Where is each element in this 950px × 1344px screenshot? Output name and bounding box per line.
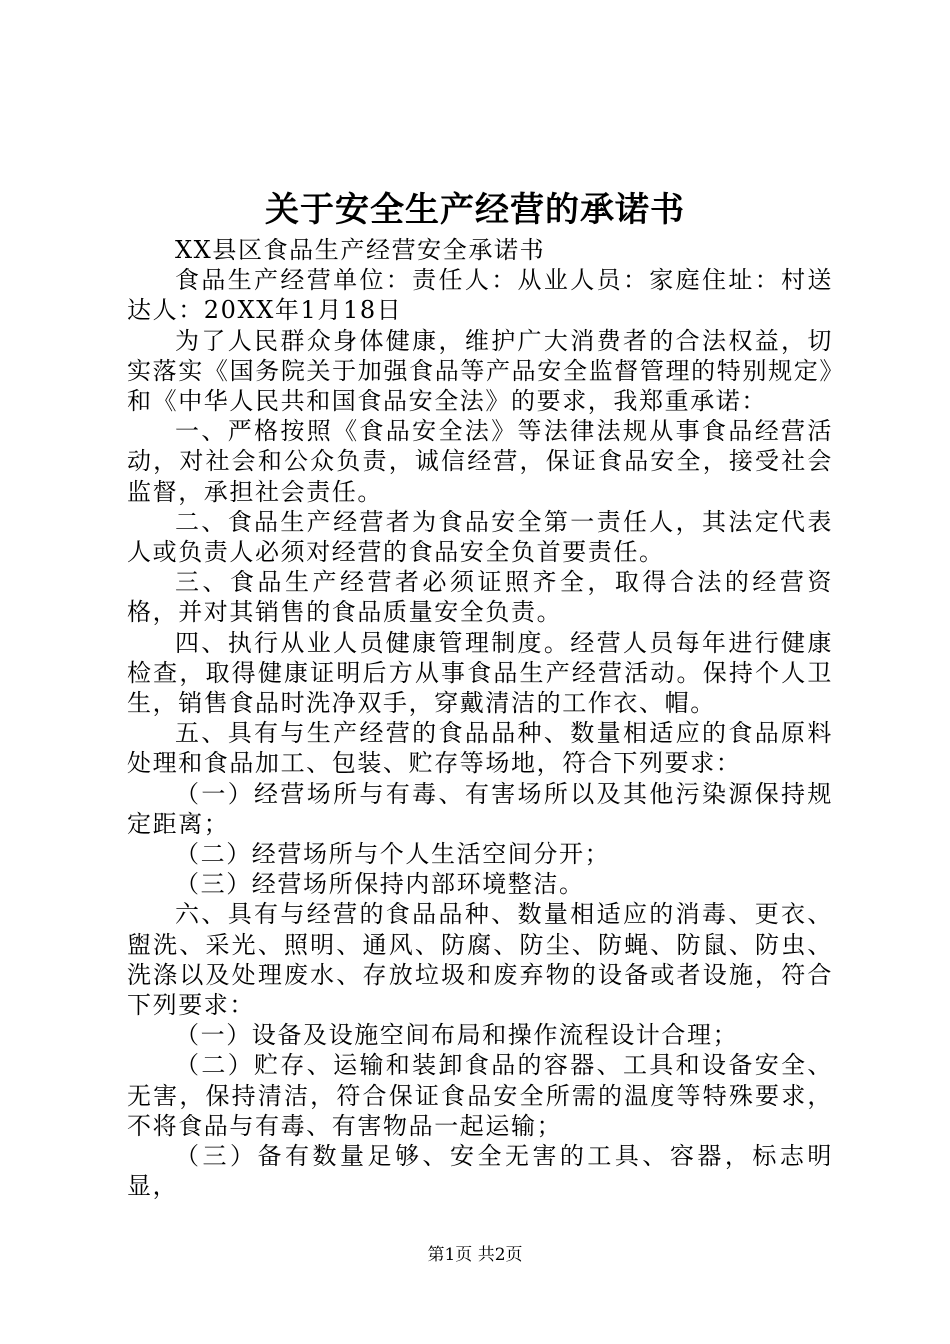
document-title: 关于安全生产经营的承诺书 [265, 190, 685, 230]
paragraph-item-2: 二、食品生产经营者为食品安全第一责任人，其法定代表人或负责人必须对经营的食品安全负首要责任。 [127, 507, 833, 567]
paragraph-item-6: 六、具有与经营的食品品种、数量相适应的消毒、更衣、盥洗、采光、照明、通风、防腐、防尘、防蝇、防鼠、防虫、洗涤以及处理废水、存放垃圾和废弃物的设备或者设施，符合下列要求： [127, 900, 833, 1020]
paragraph-item-5-sub-1: （一）经营场所与有毒、有害场所以及其他污染源保持规定距离； [127, 779, 833, 838]
paragraph-item-3: 三、食品生产经营者必须证照齐全，取得合法的经营资格，并对其销售的食品质量安全负责。 [127, 568, 833, 627]
paragraph-item-6-sub-3: （三）备有数量足够、安全无害的工具、容器，标志明显， [127, 1142, 833, 1201]
paragraph-intro: 为了人民群众身体健康，维护广大消费者的合法权益，切实落实《国务院关于加强食品等产品安全监督管理的特别规定》和《中华人民共和国食品安全法》的要求，我郑重承诺： [127, 326, 833, 416]
paragraph-item-5: 五、具有与生产经营的食品品种、数量相适应的食品原料处理和食品加工、包装、贮存等场地，符合下列要求： [127, 719, 833, 778]
paragraph-item-6-sub-1: （一）设备及设施空间布局和操作流程设计合理； [175, 1021, 739, 1050]
document-body [127, 235, 833, 1202]
page-number-footer: 第1页 共2页 [427, 1245, 523, 1265]
paragraph-item-5-sub-3: （三）经营场所保持内部环境整洁。 [175, 870, 585, 899]
paragraph-item-5-sub-2: （二）经营场所与个人生活空间分开； [175, 840, 611, 869]
paragraph-item-1: 一、严格按照《食品安全法》等法律法规从事食品经营活动，对社会和公众负责，诚信经营，保证食品安全，接受社会监督，承担社会责任。 [127, 417, 833, 506]
paragraph-header-fields: 食品生产经营单位：责任人：从业人员：家庭住址：村送达人：20XX年1月18日 [127, 266, 833, 325]
paragraph-item-6-sub-2: （二）贮存、运输和装卸食品的容器、工具和设备安全、无害，保持清洁，符合保证食品安全所需的温度等特殊要求，不将食品与有毒、有害物品一起运输； [127, 1051, 833, 1140]
paragraph-subtitle: XX县区食品生产经营安全承诺书 [175, 236, 546, 264]
paragraph-item-4: 四、执行从业人员健康管理制度。经营人员每年进行健康检查，取得健康证明后方从事食品生产经营活动。保持个人卫生，销售食品时洗净双手，穿戴清洁的工作衣、帽。 [127, 628, 833, 718]
